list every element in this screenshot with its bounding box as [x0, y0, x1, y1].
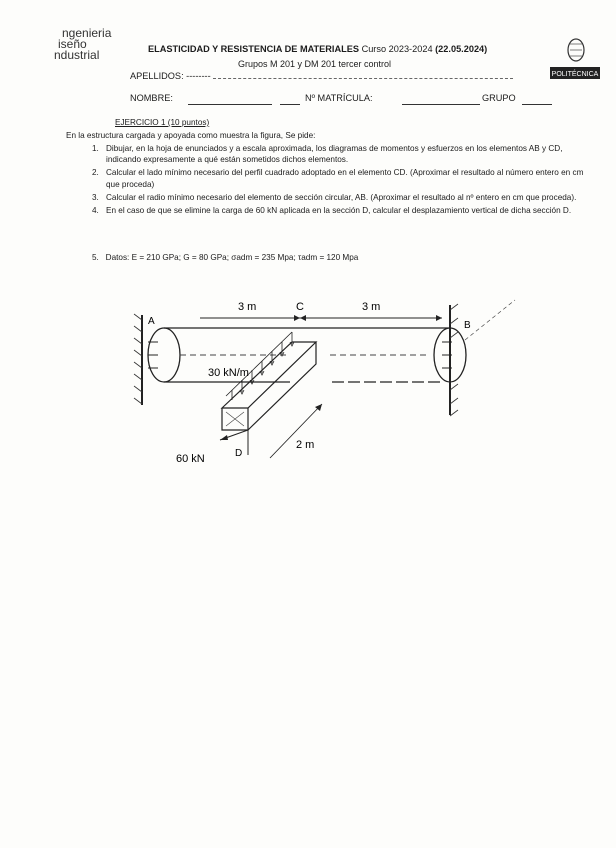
- nombre-field-2[interactable]: [280, 94, 300, 105]
- ingenieria-diseno-logo: [48, 28, 128, 64]
- course-title: ELASTICIDAD Y RESISTENCIA DE MATERIALES: [148, 44, 359, 54]
- politecnica-logo: [548, 36, 600, 82]
- dim-cb-label: 3 m: [362, 301, 381, 313]
- structure-svg: [120, 280, 540, 480]
- exam-date: (22.05.2024): [435, 44, 488, 54]
- dim-ac-label: 3 m: [238, 301, 257, 313]
- groups-line: Grupos M 201 y DM 201 tercer control: [238, 59, 392, 69]
- dimensions: [148, 301, 471, 331]
- course-title-line: [148, 44, 487, 54]
- logo-line-3: ndustrial: [54, 48, 100, 62]
- distributed-load-label: 30 kN/m: [208, 367, 249, 379]
- nombre-label: NOMBRE:: [130, 93, 173, 103]
- structure-diagram: [120, 280, 540, 480]
- label-b: B: [464, 320, 471, 331]
- course-year: Curso 2023-2024: [361, 44, 433, 54]
- exercise-intro: En la estructura cargada y apoyada como muestra la figura, Se pide:: [66, 131, 316, 140]
- label-a: A: [148, 316, 155, 327]
- dim-cd-label: 2 m: [296, 439, 315, 451]
- matricula-label: Nº MATRÍCULA:: [305, 93, 373, 103]
- label-c: C: [296, 301, 304, 313]
- data-line: 5. Datos: E = 210 GPa; G = 80 GPa; σadm = 235 Mpa; τadm = 120 Mpa: [92, 253, 359, 262]
- point-load-label: 60 kN: [176, 453, 205, 465]
- logo-line-2: iseño: [58, 37, 87, 51]
- question-item: 4. En el caso de que se elimine la carga de 60 kN aplicada en la sección D, calcular el desplazamiento vertical de dicha sección D.: [92, 206, 572, 216]
- exercise-title: EJERCICIO 1 (10 puntos): [115, 118, 210, 127]
- question-item: 3. Calcular el radio mínimo necesario del elemento de sección circular, AB. (Aproximar el resultado al nº entero en cm que proceda).: [92, 192, 577, 202]
- apellidos-label: APELLIDOS: --------: [130, 71, 211, 81]
- question-list: [92, 143, 592, 218]
- bar-ab: [164, 328, 450, 382]
- politecnica-text: POLITÉCNICA: [551, 71, 599, 78]
- support-b: [434, 300, 515, 416]
- matricula-field[interactable]: [402, 94, 480, 105]
- logo-line-1: ngenieria: [62, 26, 112, 40]
- question-item: 1. Dibujar, en la hoja de enunciados y a escala aproximada, los diagramas de momentos y esfuerzos en los elementos AB y CD, indicando expresamente a qué están sometidos dichos elementos.: [92, 144, 563, 165]
- label-d: D: [235, 448, 243, 459]
- apellidos-field[interactable]: [213, 70, 513, 79]
- apellidos-row: [130, 70, 513, 81]
- grupo-label: GRUPO: [482, 93, 516, 103]
- nombre-row: [130, 93, 570, 107]
- crest-icon: [548, 36, 600, 82]
- distributed-load-arrows: [226, 332, 294, 400]
- bar-cd: [176, 332, 322, 465]
- grupo-field[interactable]: [522, 94, 552, 105]
- nombre-field-1[interactable]: [188, 94, 272, 105]
- question-item: 2. Calcular el lado mínimo necesario del perfil cuadrado adoptado en el elemento CD. (Aproximar el resultado al número entero en cm que proceda): [92, 168, 584, 189]
